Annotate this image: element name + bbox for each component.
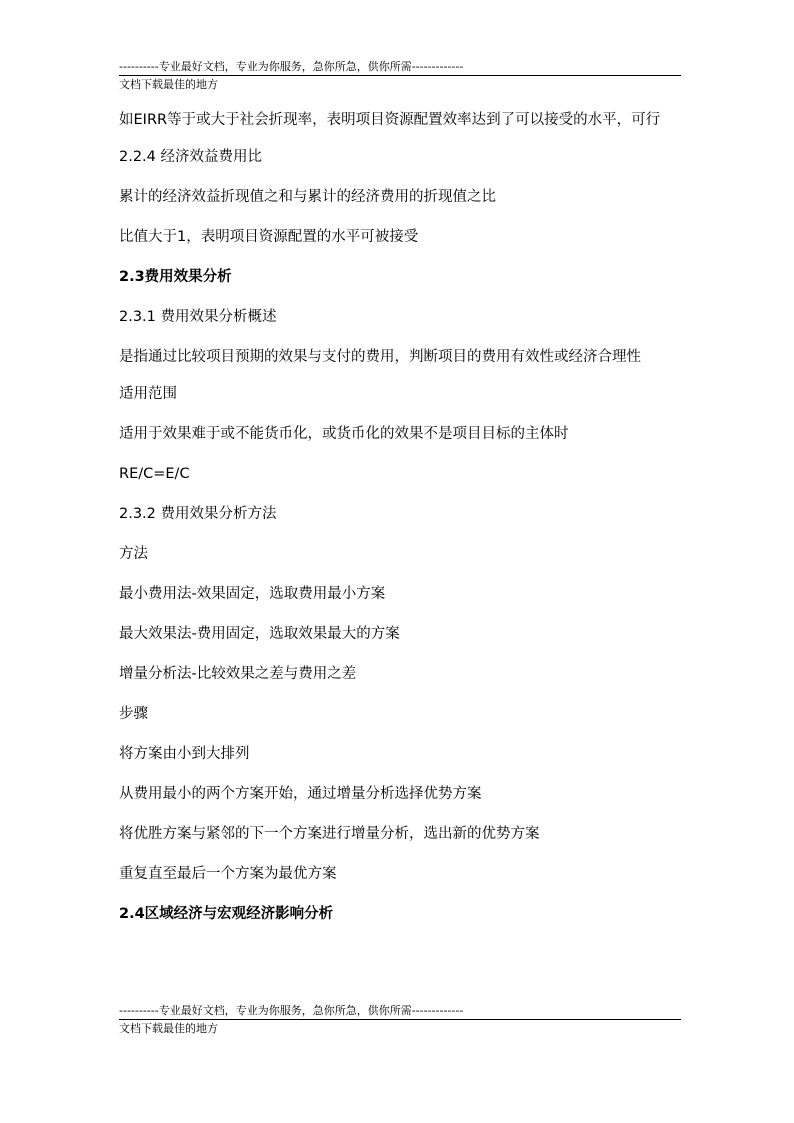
header-tagline: ----------专业最好文档，专业为你服务，急你所急，供你所需-------------	[119, 60, 464, 73]
footer-subtitle: 文档下载最佳的地方	[119, 1022, 218, 1035]
document-body	[119, 111, 681, 945]
paragraph-ratio-definition: 累计的经济效益折现值之和与累计的经济费用的折现值之比	[119, 189, 496, 205]
paragraph-ratio-criterion: 比值大于1，表明项目资源配置的水平可被接受	[119, 229, 419, 245]
method-incremental: 增量分析法-比较效果之差与费用之差	[119, 666, 357, 682]
heading-2-3-1: 2.3.1 费用效果分析概述	[119, 309, 277, 325]
method-min-cost: 最小费用法-效果固定，选取费用最小方案	[119, 586, 386, 602]
page-header	[119, 60, 681, 92]
step-3: 将优胜方案与紧邻的下一个方案进行增量分析，选出新的优势方案	[119, 826, 540, 842]
label-steps: 步骤	[119, 706, 148, 722]
header-divider	[119, 75, 681, 76]
paragraph-scope: 适用于效果难于或不能货币化，或货币化的效果不是项目目标的主体时	[119, 426, 569, 442]
paragraph-eirr: 如EIRR等于或大于社会折现率，表明项目资源配置效率达到了可以接受的水平，可行	[119, 112, 661, 128]
step-2: 从费用最小的两个方案开始，通过增量分析选择优势方案	[119, 786, 482, 802]
heading-2-2-4: 2.2.4 经济效益费用比	[119, 149, 263, 165]
label-scope: 适用范围	[119, 386, 177, 402]
heading-2-3: 2.3费用效果分析	[119, 269, 232, 285]
paragraph-definition: 是指通过比较项目预期的效果与支付的费用，判断项目的费用有效性或经济合理性	[119, 349, 641, 365]
method-max-effect: 最大效果法-费用固定，选取效果最大的方案	[119, 626, 400, 642]
header-subtitle: 文档下载最佳的地方	[119, 78, 218, 91]
heading-2-4: 2.4区域经济与宏观经济影响分析	[119, 906, 334, 922]
formula: RE/C=E/C	[119, 466, 190, 482]
footer-tagline: ----------专业最好文档，专业为你服务，急你所急，供你所需-------------	[119, 1004, 464, 1017]
footer-divider	[119, 1019, 681, 1020]
step-1: 将方案由小到大排列	[119, 746, 250, 762]
heading-2-3-2: 2.3.2 费用效果分析方法	[119, 506, 277, 522]
step-4: 重复直至最后一个方案为最优方案	[119, 866, 337, 882]
label-methods: 方法	[119, 546, 148, 562]
page-footer	[119, 1004, 681, 1036]
